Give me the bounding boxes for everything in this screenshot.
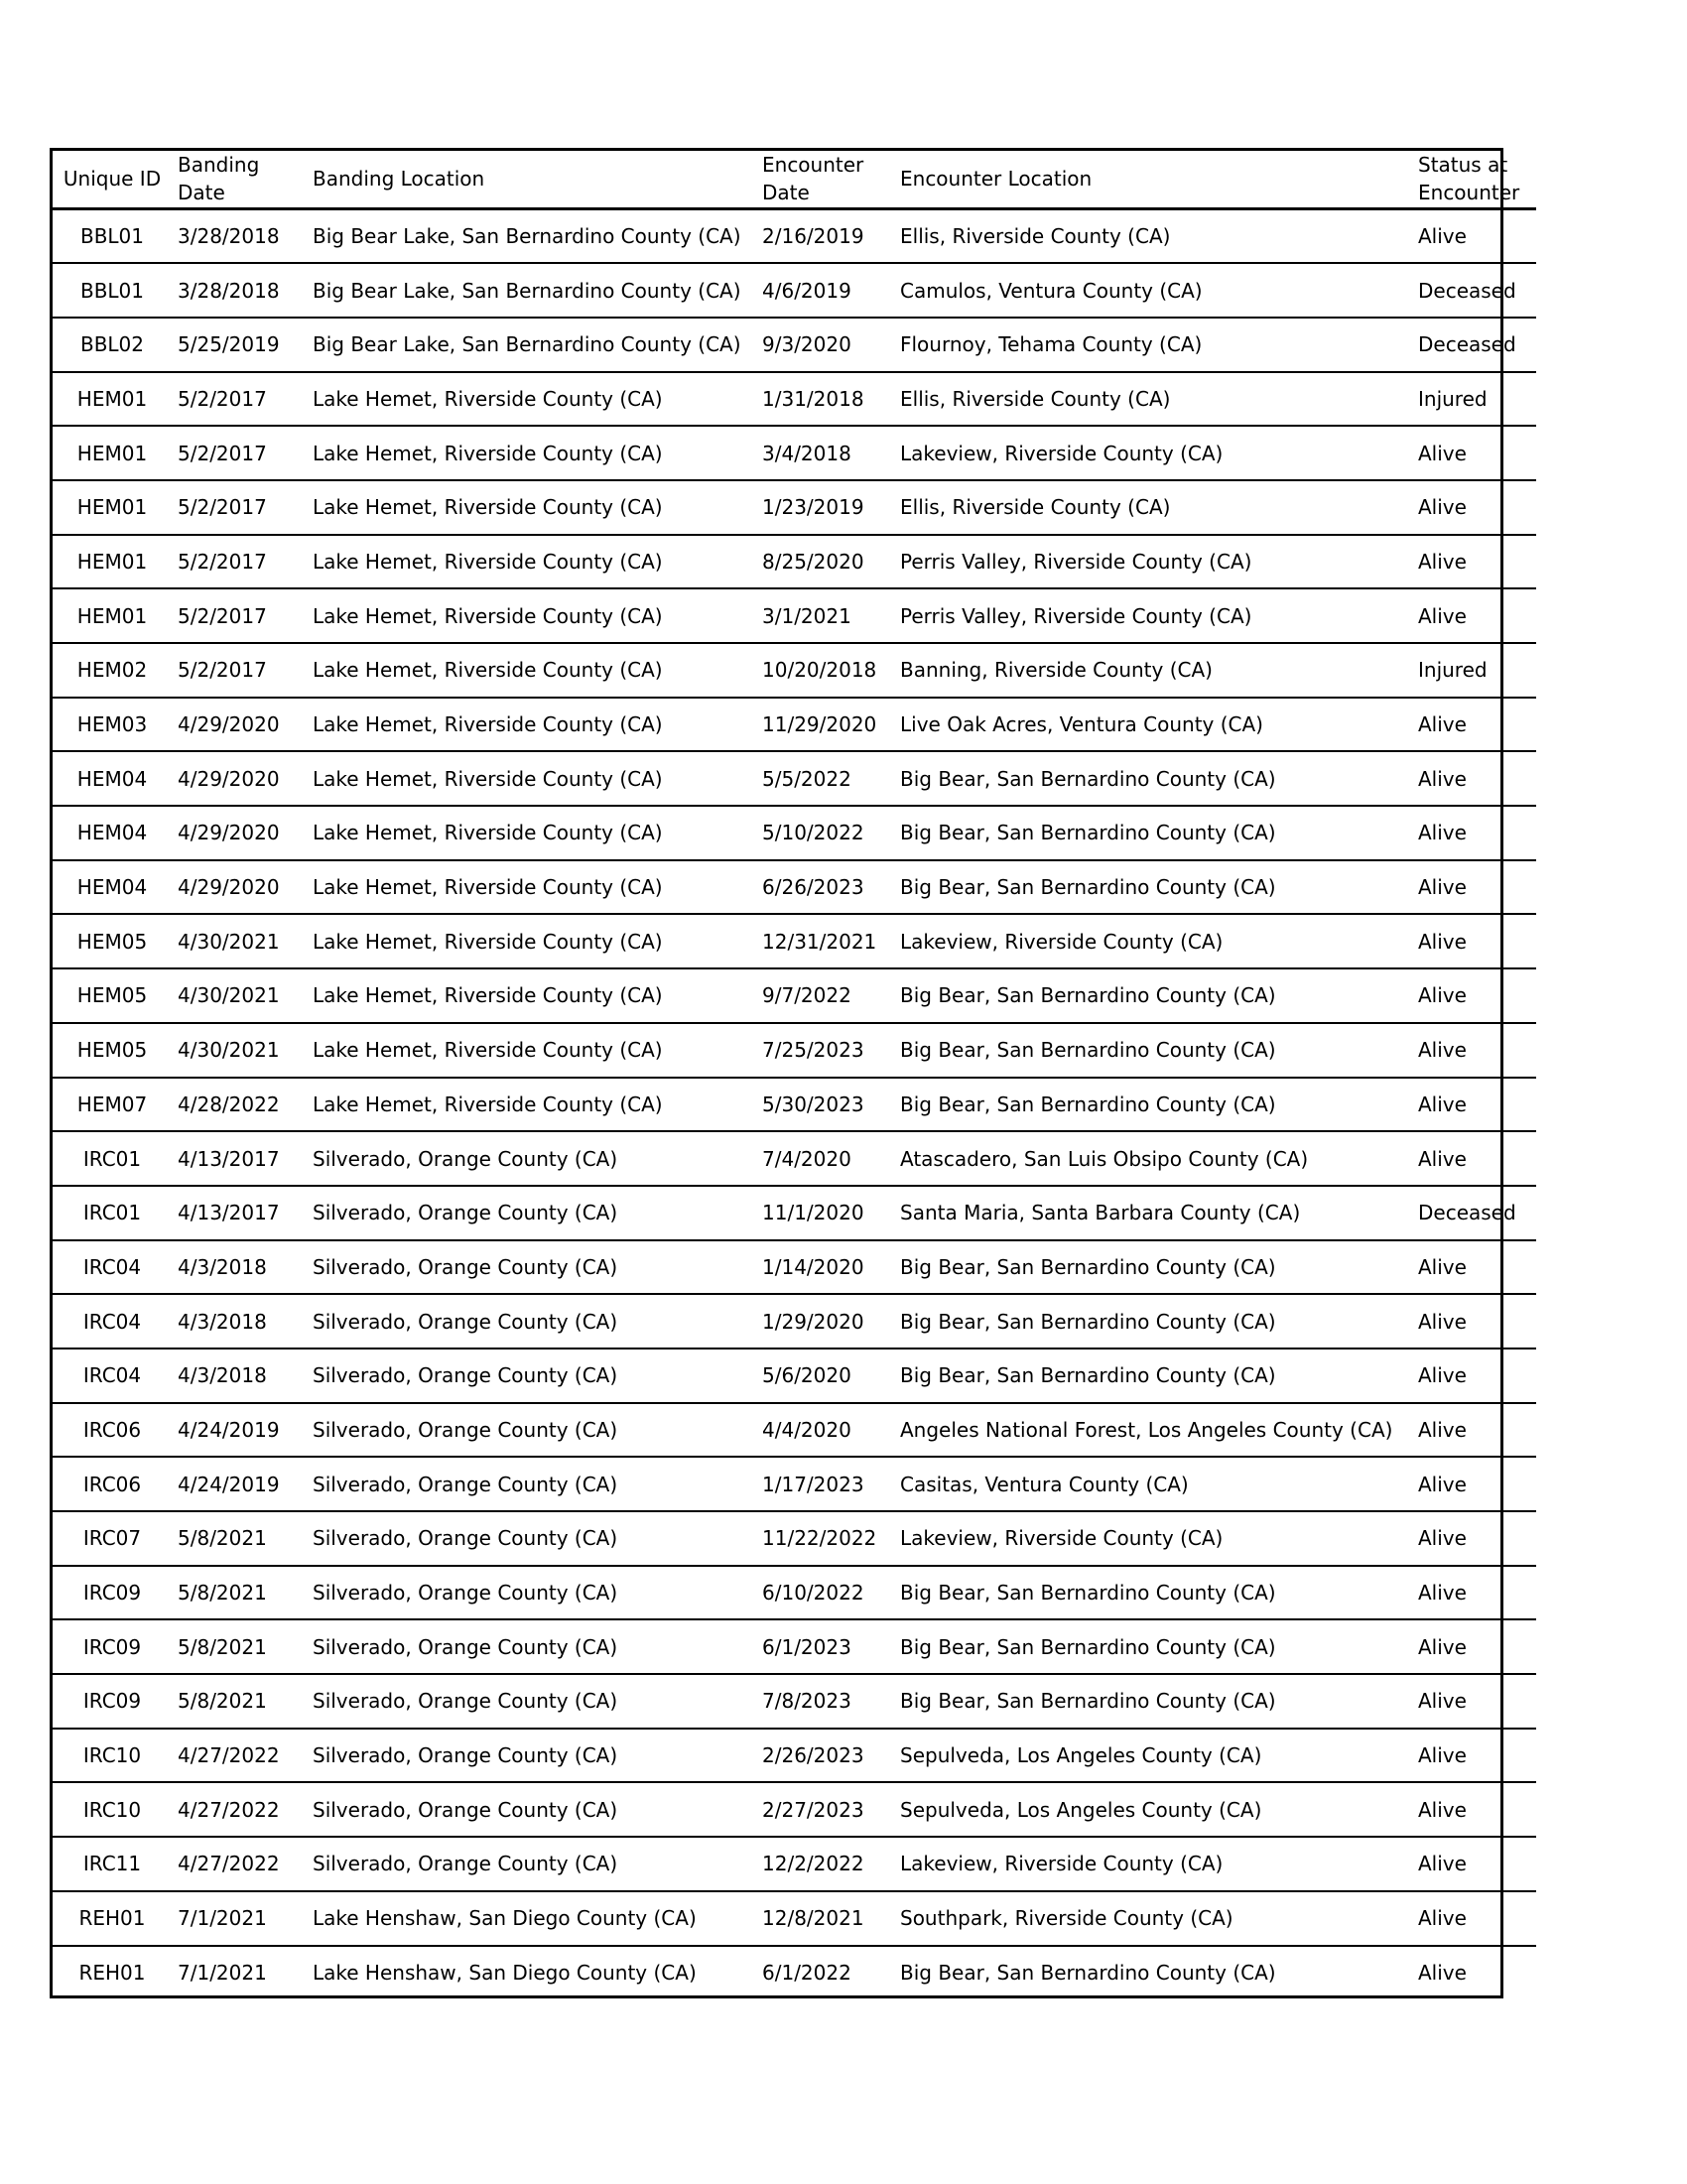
- cell-encounter-date: 11/29/2020: [756, 698, 894, 752]
- cell-unique-id: HEM01: [53, 535, 172, 589]
- cell-encounter-location: Big Bear, San Bernardino County (CA): [894, 1023, 1412, 1078]
- cell-encounter-date: 8/25/2020: [756, 535, 894, 589]
- cell-encounter-date: 12/2/2022: [756, 1837, 894, 1891]
- cell-unique-id: IRC07: [53, 1511, 172, 1566]
- cell-status: Alive: [1412, 1349, 1536, 1403]
- cell-unique-id: REH01: [78, 1961, 146, 1986]
- cell-status: Alive: [1412, 914, 1536, 968]
- cell-banding-date: 4/30/2021: [172, 968, 307, 1023]
- cell-banding-location: Silverado, Orange County (CA): [307, 1619, 756, 1674]
- cell-encounter-location: Big Bear, San Bernardino County (CA): [894, 751, 1412, 806]
- cell-unique-id: IRC10: [53, 1782, 172, 1837]
- cell-banding-date: 4/29/2020: [172, 860, 307, 915]
- cell-encounter-location: Big Bear, San Bernardino County (CA): [894, 860, 1412, 915]
- cell-encounter-location: Santa Maria, Santa Barbara County (CA): [894, 1186, 1412, 1240]
- cell-status: Alive: [1412, 1891, 1536, 1946]
- cell-banding-location: Lake Henshaw, San Diego County (CA): [313, 1961, 697, 1986]
- cell-status: Alive: [1412, 1294, 1536, 1349]
- cell-encounter-date: 10/20/2018: [756, 643, 894, 698]
- cell-status: Alive: [1412, 1131, 1536, 1186]
- cell-banding-location: Lake Hemet, Riverside County (CA): [307, 372, 756, 427]
- cell-unique-id: HEM03: [53, 698, 172, 752]
- cell-unique-id: HEM05: [53, 914, 172, 968]
- cell-encounter-date: 5/30/2023: [756, 1078, 894, 1132]
- cell-encounter-date: 1/31/2018: [756, 372, 894, 427]
- cell-encounter-location: Big Bear, San Bernardino County (CA): [894, 1566, 1412, 1620]
- cell-status: Deceased: [1412, 318, 1536, 372]
- table-row: [53, 372, 1536, 427]
- cell-banding-date: 3/28/2018: [172, 209, 307, 264]
- cell-banding-location: Silverado, Orange County (CA): [307, 1782, 756, 1837]
- cell-encounter-date: 2/26/2023: [756, 1729, 894, 1783]
- cell-status: Alive: [1412, 1457, 1536, 1511]
- cell-banding-date: 4/3/2018: [172, 1349, 307, 1403]
- cell-status: Alive: [1412, 1674, 1536, 1729]
- cell-encounter-date: 12/8/2021: [756, 1891, 894, 1946]
- cell-status: Deceased: [1412, 263, 1536, 318]
- cell-unique-id: BBL01: [53, 263, 172, 318]
- cell-status: Alive: [1412, 426, 1536, 480]
- cell-banding-date: 3/28/2018: [172, 263, 307, 318]
- cell-banding-date: 5/2/2017: [172, 643, 307, 698]
- cell-encounter-location: Lakeview, Riverside County (CA): [894, 914, 1412, 968]
- cell-banding-date: 4/30/2021: [172, 914, 307, 968]
- cell-banding-date: 4/24/2019: [172, 1457, 307, 1511]
- cell-unique-id: HEM01: [53, 588, 172, 643]
- cell-banding-date: 4/27/2022: [172, 1729, 307, 1783]
- cell-banding-location: Silverado, Orange County (CA): [307, 1457, 756, 1511]
- cell-encounter-date: 1/23/2019: [756, 480, 894, 535]
- cell-banding-date: 4/28/2022: [172, 1078, 307, 1132]
- cell-encounter-date: 5/6/2020: [756, 1349, 894, 1403]
- cell-encounter-location: Southpark, Riverside County (CA): [894, 1891, 1412, 1946]
- cell-banding-date: 4/24/2019: [172, 1403, 307, 1458]
- table-row: [53, 1186, 1536, 1240]
- cell-encounter-date: 3/1/2021: [756, 588, 894, 643]
- table-row: [53, 643, 1536, 698]
- cell-banding-date: 4/27/2022: [172, 1782, 307, 1837]
- cell-banding-date: 5/8/2021: [172, 1619, 307, 1674]
- cell-banding-location: Silverado, Orange County (CA): [307, 1131, 756, 1186]
- cell-encounter-location: Perris Valley, Riverside County (CA): [894, 588, 1412, 643]
- cell-encounter-date: 11/22/2022: [756, 1511, 894, 1566]
- cell-encounter-date: 4/4/2020: [756, 1403, 894, 1458]
- cell-encounter-date: 1/14/2020: [756, 1240, 894, 1295]
- cell-banding-location: Silverado, Orange County (CA): [307, 1566, 756, 1620]
- table-row: [53, 1566, 1536, 1620]
- cell-encounter-location: Casitas, Ventura County (CA): [894, 1457, 1412, 1511]
- cell-status: Alive: [1412, 1023, 1536, 1078]
- cell-banding-location: Lake Hemet, Riverside County (CA): [307, 806, 756, 860]
- cell-encounter-location: Lakeview, Riverside County (CA): [894, 1837, 1412, 1891]
- cell-encounter-date: 4/6/2019: [756, 263, 894, 318]
- cell-banding-location: Big Bear Lake, San Bernardino County (CA): [307, 263, 756, 318]
- table-row: [53, 860, 1536, 915]
- table-row: [53, 1729, 1536, 1783]
- cell-status: Injured: [1412, 643, 1536, 698]
- cell-status: Deceased: [1412, 1186, 1536, 1240]
- cell-encounter-location: Sepulveda, Los Angeles County (CA): [894, 1782, 1412, 1837]
- cell-banding-location: Lake Hemet, Riverside County (CA): [307, 698, 756, 752]
- cell-banding-date: 5/8/2021: [172, 1511, 307, 1566]
- header-encounter-date: Encounter Date: [756, 151, 894, 209]
- header-unique-id: Unique ID: [53, 151, 172, 209]
- cell-banding-location: Lake Hemet, Riverside County (CA): [307, 535, 756, 589]
- cell-encounter-date: 6/26/2023: [756, 860, 894, 915]
- cell-banding-location: Silverado, Orange County (CA): [307, 1403, 756, 1458]
- cell-unique-id: HEM02: [53, 643, 172, 698]
- cell-status: Alive: [1412, 1511, 1536, 1566]
- table-body: [53, 209, 1536, 2000]
- cell-encounter-location: Flournoy, Tehama County (CA): [894, 318, 1412, 372]
- cell-banding-location: Silverado, Orange County (CA): [307, 1837, 756, 1891]
- cell-encounter-date: 1/17/2023: [756, 1457, 894, 1511]
- cell-banding-date: 5/8/2021: [172, 1566, 307, 1620]
- cell-unique-id: IRC09: [53, 1619, 172, 1674]
- cell-unique-id: HEM05: [53, 1023, 172, 1078]
- table-row: [53, 263, 1536, 318]
- cell-banding-location: Lake Henshaw, San Diego County (CA): [307, 1891, 756, 1946]
- cell-encounter-date: 6/10/2022: [756, 1566, 894, 1620]
- cell-encounter-date: 6/1/2022: [762, 1961, 851, 1986]
- cell-encounter-location: Big Bear, San Bernardino County (CA): [894, 1240, 1412, 1295]
- cell-encounter-date: 5/10/2022: [756, 806, 894, 860]
- cell-encounter-date: 5/5/2022: [756, 751, 894, 806]
- cell-encounter-location: Ellis, Riverside County (CA): [894, 209, 1412, 264]
- cell-encounter-location: Big Bear, San Bernardino County (CA): [894, 1349, 1412, 1403]
- cell-unique-id: HEM01: [53, 480, 172, 535]
- cell-encounter-date: 7/25/2023: [756, 1023, 894, 1078]
- cell-encounter-location: Banning, Riverside County (CA): [894, 643, 1412, 698]
- cell-banding-location: Lake Hemet, Riverside County (CA): [307, 1078, 756, 1132]
- cell-unique-id: IRC10: [53, 1729, 172, 1783]
- cell-encounter-location: Big Bear, San Bernardino County (CA): [894, 1294, 1412, 1349]
- cell-unique-id: HEM01: [53, 372, 172, 427]
- cell-status: Alive: [1412, 860, 1536, 915]
- cell-status: Alive: [1412, 1566, 1536, 1620]
- table-row: [53, 1023, 1536, 1078]
- cell-unique-id: IRC04: [53, 1294, 172, 1349]
- table-row: [53, 698, 1536, 752]
- table-row: [53, 1240, 1536, 1295]
- table-row: [53, 806, 1536, 860]
- header-banding-date: Banding Date: [172, 151, 307, 209]
- cell-encounter-location: Big Bear, San Bernardino County (CA): [900, 1961, 1276, 1986]
- cell-banding-location: Silverado, Orange County (CA): [307, 1294, 756, 1349]
- cell-banding-location: Silverado, Orange County (CA): [307, 1240, 756, 1295]
- cell-status: Alive: [1412, 968, 1536, 1023]
- table-row: [53, 1078, 1536, 1132]
- cell-status: Alive: [1412, 1078, 1536, 1132]
- cell-unique-id: IRC09: [53, 1566, 172, 1620]
- cell-banding-location: Lake Hemet, Riverside County (CA): [307, 860, 756, 915]
- cell-banding-date: 5/8/2021: [172, 1674, 307, 1729]
- header-encounter-location: Encounter Location: [894, 151, 1412, 209]
- cell-unique-id: REH01: [53, 1891, 172, 1946]
- cell-banding-date: 4/13/2017: [172, 1131, 307, 1186]
- table-row: [53, 1946, 1536, 2000]
- cell-banding-date: 5/2/2017: [172, 588, 307, 643]
- table-row: [53, 1837, 1536, 1891]
- cell-banding-date: 4/3/2018: [172, 1294, 307, 1349]
- cell-banding-location: Lake Hemet, Riverside County (CA): [307, 1023, 756, 1078]
- table-row: [53, 1619, 1536, 1674]
- cell-status: Alive: [1412, 209, 1536, 264]
- cell-encounter-location: Perris Valley, Riverside County (CA): [894, 535, 1412, 589]
- header-status: Status at Encounter: [1412, 151, 1536, 209]
- cell-encounter-location: Atascadero, San Luis Obsipo County (CA): [894, 1131, 1412, 1186]
- cell-banding-date: 5/2/2017: [172, 480, 307, 535]
- cell-status: Alive: [1412, 535, 1536, 589]
- cell-unique-id: IRC09: [53, 1674, 172, 1729]
- cell-banding-date: 5/2/2017: [172, 426, 307, 480]
- table-row: [53, 1131, 1536, 1186]
- table-row: [53, 588, 1536, 643]
- cell-unique-id: IRC01: [53, 1131, 172, 1186]
- cell-banding-date: 4/30/2021: [172, 1023, 307, 1078]
- table-row: [53, 1349, 1536, 1403]
- cell-unique-id: IRC01: [53, 1186, 172, 1240]
- cell-encounter-location: Big Bear, San Bernardino County (CA): [894, 968, 1412, 1023]
- cell-banding-date: 4/29/2020: [172, 751, 307, 806]
- cell-unique-id: HEM05: [53, 968, 172, 1023]
- table-row: [53, 1457, 1536, 1511]
- cell-encounter-date: 9/3/2020: [756, 318, 894, 372]
- header-banding-location: Banding Location: [307, 151, 756, 209]
- table-header-row: [53, 151, 1536, 209]
- cell-status: Alive: [1412, 1837, 1536, 1891]
- cell-encounter-location: Ellis, Riverside County (CA): [894, 372, 1412, 427]
- cell-banding-location: Lake Hemet, Riverside County (CA): [307, 643, 756, 698]
- cell-encounter-location: Sepulveda, Los Angeles County (CA): [894, 1729, 1412, 1783]
- cell-banding-location: Silverado, Orange County (CA): [307, 1349, 756, 1403]
- cell-unique-id: HEM04: [53, 751, 172, 806]
- cell-unique-id: IRC06: [53, 1457, 172, 1511]
- table-row: [53, 751, 1536, 806]
- cell-banding-location: Big Bear Lake, San Bernardino County (CA): [307, 209, 756, 264]
- cell-banding-date: 4/29/2020: [172, 806, 307, 860]
- banding-encounter-table: [53, 151, 1536, 1999]
- cell-encounter-location: Live Oak Acres, Ventura County (CA): [894, 698, 1412, 752]
- cell-status: Alive: [1412, 751, 1536, 806]
- table-row: [53, 535, 1536, 589]
- cell-encounter-date: 1/29/2020: [756, 1294, 894, 1349]
- cell-unique-id: HEM01: [53, 426, 172, 480]
- cell-banding-date: 5/2/2017: [172, 535, 307, 589]
- cell-banding-date: 4/29/2020: [172, 698, 307, 752]
- cell-encounter-date: 2/16/2019: [756, 209, 894, 264]
- cell-encounter-date: 6/1/2023: [756, 1619, 894, 1674]
- cell-encounter-location: Lakeview, Riverside County (CA): [894, 1511, 1412, 1566]
- cell-status: Alive: [1412, 1240, 1536, 1295]
- cell-status: Alive: [1412, 1403, 1536, 1458]
- cell-banding-date: 5/2/2017: [172, 372, 307, 427]
- cell-encounter-location: Angeles National Forest, Los Angeles County (CA): [894, 1403, 1412, 1458]
- banding-encounter-table-frame: [50, 148, 1520, 1998]
- cell-unique-id: IRC04: [53, 1349, 172, 1403]
- cell-unique-id: HEM04: [53, 860, 172, 915]
- cell-unique-id: IRC04: [53, 1240, 172, 1295]
- table-row: [53, 914, 1536, 968]
- cell-encounter-date: 3/4/2018: [756, 426, 894, 480]
- table-row: [53, 318, 1536, 372]
- cell-status: Alive: [1412, 1782, 1536, 1837]
- cell-encounter-date: 11/1/2020: [756, 1186, 894, 1240]
- cell-banding-date: 4/13/2017: [172, 1186, 307, 1240]
- table-row: [53, 1511, 1536, 1566]
- cell-encounter-date: 7/4/2020: [756, 1131, 894, 1186]
- cell-banding-date: 4/3/2018: [172, 1240, 307, 1295]
- cell-unique-id: HEM04: [53, 806, 172, 860]
- cell-unique-id: BBL01: [53, 209, 172, 264]
- cell-unique-id: BBL02: [53, 318, 172, 372]
- cell-encounter-location: Ellis, Riverside County (CA): [894, 480, 1412, 535]
- cell-banding-location: Big Bear Lake, San Bernardino County (CA): [307, 318, 756, 372]
- cell-status: Alive: [1412, 588, 1536, 643]
- cell-banding-location: Lake Hemet, Riverside County (CA): [307, 426, 756, 480]
- table-row: [53, 1674, 1536, 1729]
- cell-status: Alive: [1412, 806, 1536, 860]
- cell-banding-location: Silverado, Orange County (CA): [307, 1186, 756, 1240]
- cell-encounter-location: Big Bear, San Bernardino County (CA): [894, 1619, 1412, 1674]
- cell-unique-id: IRC11: [53, 1837, 172, 1891]
- cell-banding-location: Lake Hemet, Riverside County (CA): [307, 914, 756, 968]
- cell-banding-location: Lake Hemet, Riverside County (CA): [307, 480, 756, 535]
- cell-unique-id: IRC06: [53, 1403, 172, 1458]
- cell-encounter-location: Lakeview, Riverside County (CA): [894, 426, 1412, 480]
- cell-banding-location: Silverado, Orange County (CA): [307, 1674, 756, 1729]
- cell-encounter-date: 2/27/2023: [756, 1782, 894, 1837]
- table-row: [53, 1891, 1536, 1946]
- cell-banding-date: 5/25/2019: [172, 318, 307, 372]
- cell-banding-location: Lake Hemet, Riverside County (CA): [307, 968, 756, 1023]
- cell-encounter-location: Camulos, Ventura County (CA): [894, 263, 1412, 318]
- cell-banding-location: Silverado, Orange County (CA): [307, 1729, 756, 1783]
- cell-status: Injured: [1412, 372, 1536, 427]
- cell-status: Alive: [1412, 698, 1536, 752]
- cell-encounter-location: Big Bear, San Bernardino County (CA): [894, 1078, 1412, 1132]
- cell-status: Alive: [1418, 1961, 1467, 1986]
- cell-encounter-date: 12/31/2021: [756, 914, 894, 968]
- cell-unique-id: HEM07: [53, 1078, 172, 1132]
- cell-banding-location: Silverado, Orange County (CA): [307, 1511, 756, 1566]
- table-row: [53, 1782, 1536, 1837]
- cell-banding-date: 7/1/2021: [172, 1891, 307, 1946]
- table-row: [53, 1403, 1536, 1458]
- table-row: [53, 426, 1536, 480]
- cell-banding-date: 7/1/2021: [178, 1961, 267, 1986]
- cell-encounter-date: 9/7/2022: [756, 968, 894, 1023]
- cell-encounter-location: Big Bear, San Bernardino County (CA): [894, 806, 1412, 860]
- cell-encounter-location: Big Bear, San Bernardino County (CA): [894, 1674, 1412, 1729]
- table-row: [53, 209, 1536, 264]
- table-row: [53, 1294, 1536, 1349]
- cell-encounter-date: 7/8/2023: [756, 1674, 894, 1729]
- cell-banding-location: Lake Hemet, Riverside County (CA): [307, 588, 756, 643]
- cell-status: Alive: [1412, 1619, 1536, 1674]
- cell-banding-location: Lake Hemet, Riverside County (CA): [307, 751, 756, 806]
- cell-banding-date: 4/27/2022: [172, 1837, 307, 1891]
- cell-status: Alive: [1412, 480, 1536, 535]
- table-row: [53, 968, 1536, 1023]
- table-row: [53, 480, 1536, 535]
- cell-status: Alive: [1412, 1729, 1536, 1783]
